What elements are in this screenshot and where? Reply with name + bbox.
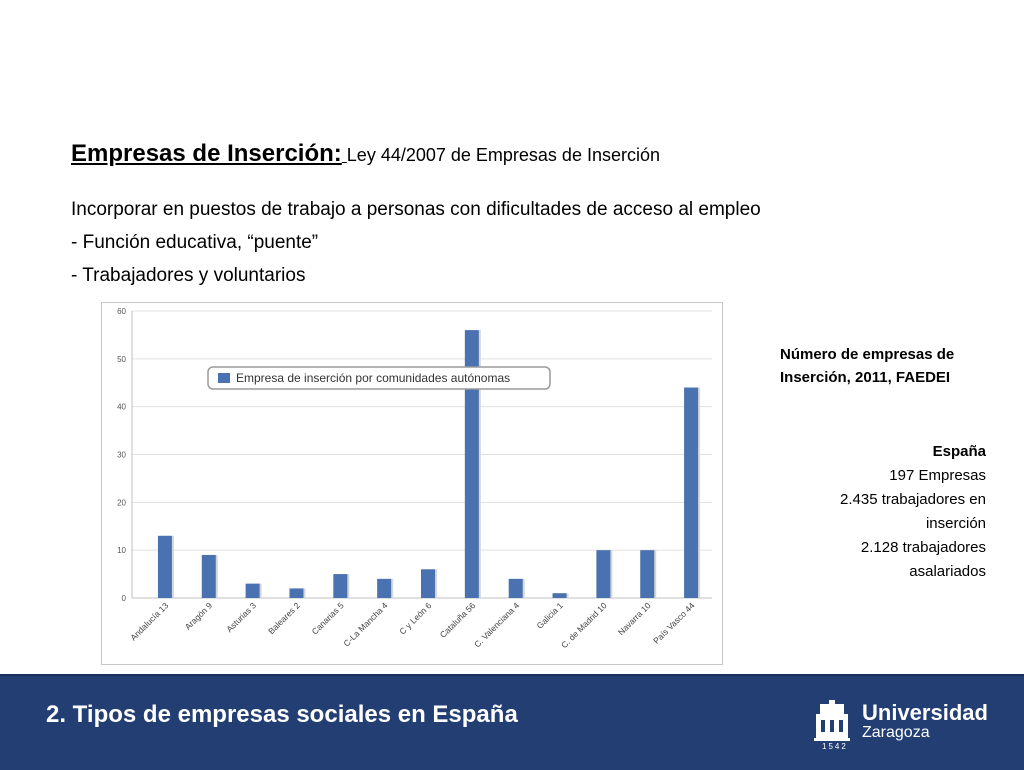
y-tick-label: 50 — [117, 354, 126, 364]
building-icon — [812, 700, 852, 744]
x-tick-label: Canarias 5 — [309, 600, 346, 637]
x-tick-label: C-La Mancha 4 — [341, 600, 390, 649]
bar — [246, 584, 260, 598]
x-tick-label: C y León 6 — [397, 600, 434, 637]
bar — [596, 550, 610, 598]
x-tick-label: Asturias 3 — [224, 600, 259, 635]
side-note-line: asalariados — [909, 563, 986, 580]
side-note-header: España — [932, 443, 986, 460]
side-note-line: 197 Empresas — [889, 467, 986, 484]
side-note-title-line2: Inserción, 2011, FAEDEI — [780, 369, 951, 386]
footer-bar — [0, 674, 1024, 770]
bar — [684, 388, 698, 598]
x-tick-label: País Vasco 44 — [651, 600, 697, 646]
legend-label: Empresa de inserción por comunidades autónomas — [236, 371, 511, 385]
bar — [377, 579, 391, 598]
side-note-title-line1: Número de empresas de — [780, 346, 955, 363]
x-tick-label: C. de Madrid 10 — [558, 600, 609, 651]
chart-legend — [208, 367, 550, 389]
bar — [158, 536, 172, 598]
y-tick-label: 0 — [121, 594, 126, 603]
x-tick-label: Galicia 1 — [534, 600, 565, 631]
bar — [202, 555, 216, 598]
logo-city: Zaragoza — [862, 724, 930, 741]
body-line-1: Incorporar en puestos de trabajo a personas con dificultades de acceso al empleo — [71, 199, 761, 220]
side-note-line: 2.128 trabajadores — [860, 539, 986, 556]
title-subtitle: Ley 44/2007 de Empresas de Inserción — [346, 145, 660, 165]
side-note-line: 2.435 trabajadores en — [840, 491, 986, 508]
y-tick-label: 60 — [117, 307, 126, 316]
x-tick-label: C. Valenciana 4 — [472, 600, 522, 650]
university-logo — [812, 700, 1012, 752]
bar — [421, 569, 435, 598]
x-tick-label: Navarra 10 — [615, 600, 653, 638]
side-note-stats — [766, 440, 986, 584]
side-note-title — [780, 343, 990, 389]
y-tick-label: 40 — [117, 402, 126, 412]
bar — [640, 550, 654, 598]
x-tick-label: Cataluña 56 — [437, 600, 478, 640]
bar-chart — [101, 302, 723, 665]
x-tick-label: Baleares 2 — [266, 600, 302, 637]
bar — [553, 593, 567, 598]
section-title: 2. Tipos de empresas sociales en España — [46, 701, 518, 728]
bar — [509, 579, 523, 598]
slide-title — [71, 140, 660, 168]
body-line-3: - Trabajadores y voluntarios — [71, 265, 306, 286]
side-note-line: inserción — [925, 515, 986, 532]
title-main: Empresas de Inserción: — [71, 140, 342, 167]
x-tick-label: Aragón 9 — [182, 600, 215, 632]
y-tick-label: 10 — [117, 546, 126, 556]
y-tick-label: 30 — [117, 450, 126, 460]
body-line-2: - Función educativa, “puente” — [71, 232, 319, 253]
logo-name: Universidad — [862, 700, 988, 725]
bar — [289, 588, 303, 598]
y-tick-label: 20 — [117, 498, 126, 508]
x-tick-label: Andalucía 13 — [128, 600, 171, 643]
chart-svg — [102, 303, 722, 664]
bar — [333, 574, 347, 598]
legend-swatch — [218, 373, 230, 383]
logo-year: 1542 — [822, 742, 848, 751]
